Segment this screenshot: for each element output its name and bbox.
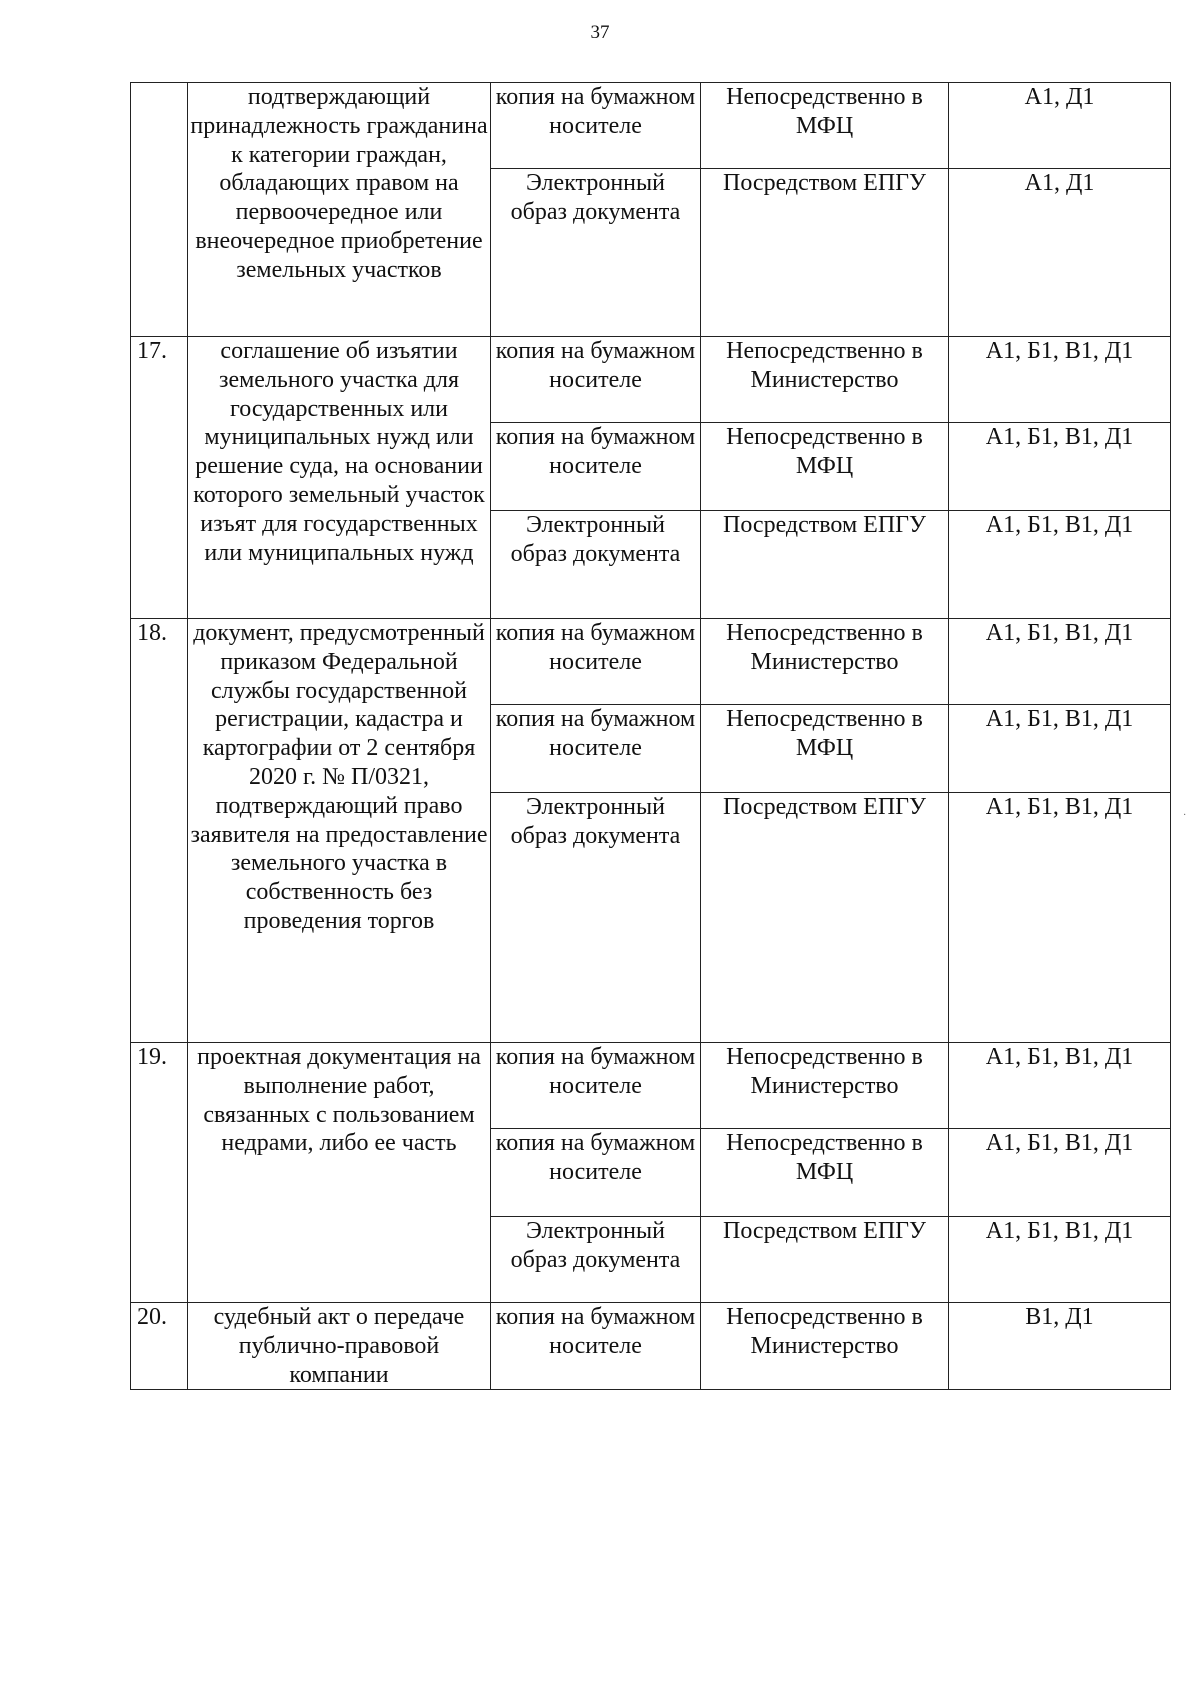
submission-method: Посредством ЕПГУ bbox=[701, 1217, 949, 1303]
document-description: документ, предусмотренный приказом Федеральной службы государственной регистрации, кадастра и картографии от 2 сентября 2020 г. № П/0321, подтверждающий право заявителя на предоставление земельного участка в собственность без проведения торгов bbox=[188, 619, 491, 1043]
document-form: копия на бумажном носителе bbox=[491, 1129, 701, 1217]
document-form: копия на бумажном носителе bbox=[491, 423, 701, 511]
table-row bbox=[131, 337, 1171, 423]
submission-method: Посредством ЕПГУ bbox=[701, 169, 949, 337]
applicant-codes: А1, Б1, В1, Д1 bbox=[949, 1129, 1171, 1217]
submission-method: Непосредственно в Министерство bbox=[701, 337, 949, 423]
applicant-codes: А1, Б1, В1, Д1 bbox=[949, 511, 1171, 619]
document-form: Электронный образ документа bbox=[491, 169, 701, 337]
document-table bbox=[130, 82, 1171, 1390]
document-description: проектная документация на выполнение работ, связанных с пользованием недрами, либо ее часть bbox=[188, 1043, 491, 1303]
applicant-codes: А1, Б1, В1, Д1 bbox=[949, 337, 1171, 423]
applicant-codes: А1, Б1, В1, Д1 bbox=[949, 423, 1171, 511]
table-row bbox=[131, 1043, 1171, 1129]
submission-method: Непосредственно в Министерство bbox=[701, 1303, 949, 1390]
applicant-codes: А1, Б1, В1, Д1 bbox=[949, 793, 1171, 1043]
row-number: 19. bbox=[131, 1043, 188, 1303]
document-form: Электронный образ документа bbox=[491, 511, 701, 619]
scan-artifact: · bbox=[1183, 810, 1187, 821]
document-form: копия на бумажном носителе bbox=[491, 705, 701, 793]
table-row bbox=[131, 83, 1171, 169]
table-row bbox=[131, 1303, 1171, 1390]
document-form: копия на бумажном носителе bbox=[491, 337, 701, 423]
document-table-body bbox=[131, 83, 1171, 1390]
document-form: копия на бумажном носителе bbox=[491, 619, 701, 705]
document-form: Электронный образ документа bbox=[491, 1217, 701, 1303]
submission-method: Непосредственно в МФЦ bbox=[701, 705, 949, 793]
applicant-codes: А1, Д1 bbox=[949, 169, 1171, 337]
applicant-codes: А1, Б1, В1, Д1 bbox=[949, 705, 1171, 793]
table-row bbox=[131, 619, 1171, 705]
applicant-codes: В1, Д1 bbox=[949, 1303, 1171, 1390]
submission-method: Непосредственно в Министерство bbox=[701, 619, 949, 705]
submission-method: Непосредственно в МФЦ bbox=[701, 83, 949, 169]
document-form: копия на бумажном носителе bbox=[491, 83, 701, 169]
applicant-codes: А1, Б1, В1, Д1 bbox=[949, 1217, 1171, 1303]
row-number: 17. bbox=[131, 337, 188, 619]
applicant-codes: А1, Д1 bbox=[949, 83, 1171, 169]
row-number: 18. bbox=[131, 619, 188, 1043]
submission-method: Посредством ЕПГУ bbox=[701, 793, 949, 1043]
document-form: Электронный образ документа bbox=[491, 793, 701, 1043]
submission-method: Непосредственно в МФЦ bbox=[701, 1129, 949, 1217]
submission-method: Непосредственно в Министерство bbox=[701, 1043, 949, 1129]
document-form: копия на бумажном носителе bbox=[491, 1303, 701, 1390]
document-description: соглашение об изъятии земельного участка для государственных или муниципальных нужд или решение суда, на основании которого земельный участок изъят для государственных или муниципальных нужд bbox=[188, 337, 491, 619]
document-description: судебный акт о передаче публично-правовой компании bbox=[188, 1303, 491, 1390]
applicant-codes: А1, Б1, В1, Д1 bbox=[949, 1043, 1171, 1129]
row-number: 20. bbox=[131, 1303, 188, 1390]
row-number bbox=[131, 83, 188, 337]
page-number: 37 bbox=[590, 22, 610, 43]
document-description: подтверждающий принадлежность гражданина к категории граждан, обладающих правом на первоочередное или внеочередное приобретение земельных участков bbox=[188, 83, 491, 337]
submission-method: Непосредственно в МФЦ bbox=[701, 423, 949, 511]
submission-method: Посредством ЕПГУ bbox=[701, 511, 949, 619]
document-form: копия на бумажном носителе bbox=[491, 1043, 701, 1129]
applicant-codes: А1, Б1, В1, Д1 bbox=[949, 619, 1171, 705]
